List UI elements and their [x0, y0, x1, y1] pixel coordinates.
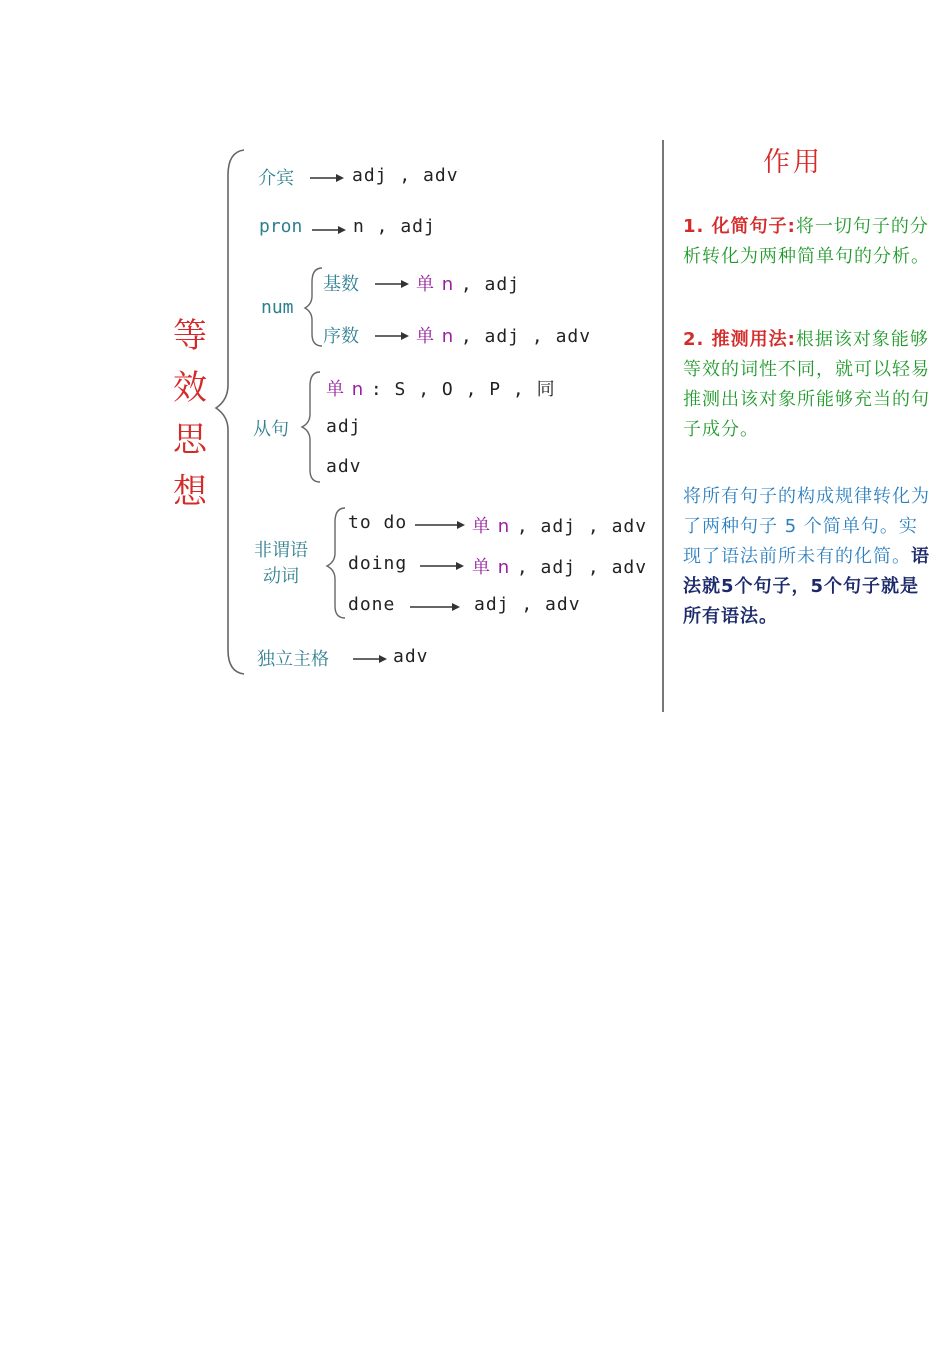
row-prep-object-label: 介宾	[258, 168, 294, 189]
nonfinite-label-line-1: 非谓语	[254, 540, 308, 561]
clause-line-1-head: 单 n	[326, 379, 365, 400]
clause-line-2: adj	[326, 416, 362, 437]
row-num-label: num	[261, 297, 294, 318]
arrow-icon	[375, 331, 409, 341]
nonfinite-brace	[327, 508, 345, 618]
num-ordinal-targets	[416, 322, 591, 348]
nonfinite-doing-targets	[472, 553, 647, 579]
paragraph-2-head: 2. 推测用法:	[683, 329, 796, 350]
function-paragraph-2	[683, 325, 935, 445]
nonfinite-todo-label: to do	[348, 512, 408, 533]
title-char-3: 思	[173, 420, 207, 460]
num-brace	[305, 268, 322, 346]
arrow-icon	[410, 602, 460, 612]
nonfinite-todo-targets	[472, 512, 647, 538]
num-ordinal-rest: , adj , adv	[460, 326, 592, 347]
nonfinite-label-line-2: 动词	[263, 566, 299, 587]
row-nonfinite-label	[254, 538, 308, 590]
row-prep-object-targets: adj , adv	[352, 165, 459, 186]
num-cardinal-head: 单 n	[416, 274, 455, 295]
nonfinite-done-targets: adj , adv	[474, 594, 581, 615]
function-heading: 作用	[763, 147, 823, 178]
clause-line-3: adv	[326, 456, 362, 477]
row-pron-label: pron	[259, 216, 303, 237]
num-cardinal-label: 基数	[323, 274, 359, 295]
arrow-icon	[420, 561, 464, 571]
num-ordinal-head: 单 n	[416, 326, 455, 347]
row-absolute-label: 独立主格	[257, 649, 329, 670]
row-clause-label: 从句	[253, 419, 289, 440]
num-cardinal-targets	[416, 270, 520, 296]
paragraph-1-head: 1. 化简句子:	[683, 216, 796, 237]
main-brace	[216, 150, 244, 674]
paragraph-3-dark: 语法就5个句子，5个句子就是所有语法。	[683, 546, 930, 627]
clause-line-1-rest: : S , O , P , 同	[370, 379, 556, 400]
num-ordinal-label: 序数	[323, 326, 359, 347]
arrow-icon	[310, 173, 344, 183]
row-pron-targets: n , adj	[353, 216, 436, 237]
nonfinite-todo-head: 单 n	[472, 516, 511, 537]
arrow-icon	[312, 225, 346, 235]
paragraph-3-blue: 将所有句子的构成规律转化为了两种句子 5 个简单句。实现了语法前所未有的化简。	[683, 486, 930, 567]
row-absolute-targets: adv	[393, 646, 429, 667]
nonfinite-doing-head: 单 n	[472, 557, 511, 578]
clause-brace	[302, 372, 320, 482]
nonfinite-todo-rest: , adj , adv	[516, 516, 648, 537]
paragraph-1-body: 将一切句子的分析转化为两种简单句的分析。	[683, 216, 930, 267]
clause-line-1	[326, 375, 556, 401]
arrow-icon	[415, 520, 465, 530]
arrow-icon	[353, 654, 387, 664]
title-char-4: 想	[173, 472, 207, 512]
num-cardinal-rest: , adj	[460, 274, 521, 295]
nonfinite-done-label: done	[348, 594, 396, 615]
function-paragraph-1	[683, 212, 935, 272]
nonfinite-doing-rest: , adj , adv	[516, 557, 648, 578]
function-paragraph-3	[683, 482, 935, 632]
nonfinite-doing-label: doing	[348, 553, 408, 574]
title-char-1: 等	[173, 316, 207, 356]
paragraph-2-body: 根据该对象能够等效的词性不同，就可以轻易推测出该对象所能够充当的句子成分。	[683, 329, 930, 440]
arrow-icon	[375, 279, 409, 289]
title-char-2: 效	[173, 368, 207, 408]
